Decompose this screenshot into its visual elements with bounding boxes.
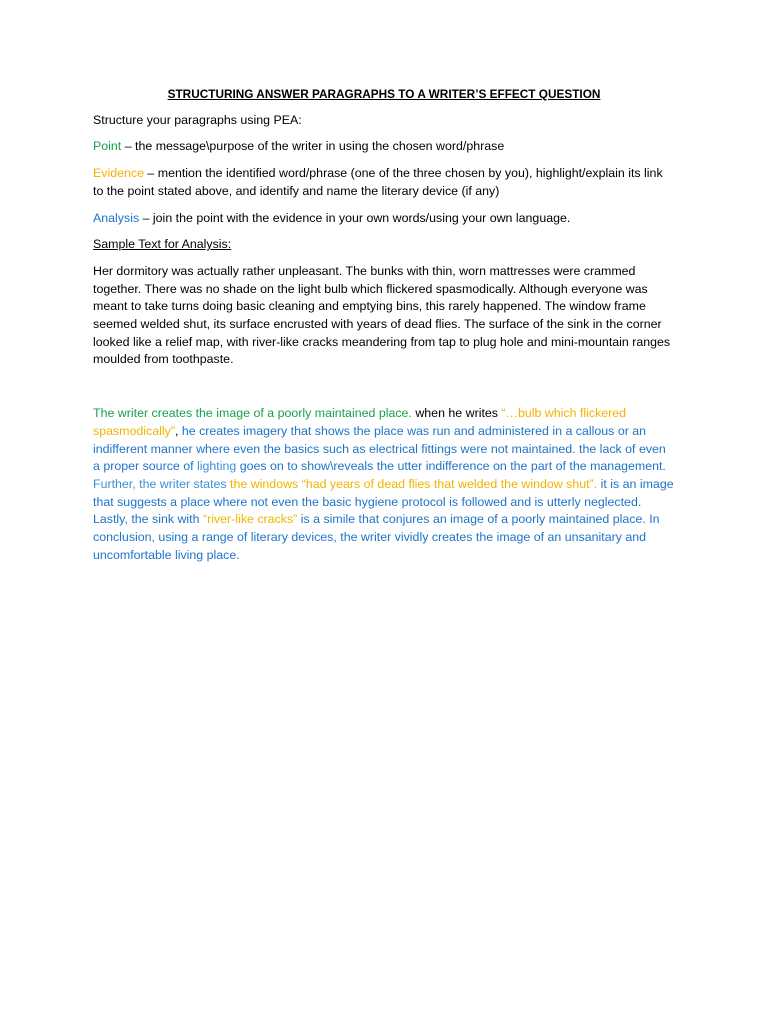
evidence-text: – mention the identified word/phrase (one of the three chosen by you), highlight/explain its link to the point stated above, and identify and name the literary device (if any) [93,166,663,198]
answer-evidence-quote-3: “river-like cracks” [202,512,298,527]
model-answer-paragraph [93,405,675,564]
analysis-text: – join the point with the evidence in your own words/using your own language. [139,210,571,225]
answer-point: The writer creates the image of a poorly maintained place. [93,406,412,421]
point-definition [93,138,675,156]
answer-analysis-1: he creates imagery that shows the place was run and administered in a callous or an indifferent manner where even the basics such as electrical fittings were not maintained. the lack of even a proper source of [93,423,666,474]
answer-conclusion: is a simile that conjures an image of a poorly maintained place. In conclusion, using a range of literary devices, the writer vividly creates the image of an unsanitary and uncomfortable living place. [93,512,660,562]
answer-connector: when he writes [411,406,502,421]
document-title: STRUCTURING ANSWER PARAGRAPHS TO A WRITER’S EFFECT QUESTION [167,87,601,101]
answer-evidence-quote-2: the windows “had years of dead flies that welded the window shut”. [230,476,598,491]
intro-line: Structure your paragraphs using PEA: [93,112,302,127]
answer-comma: , [174,423,179,438]
sample-heading: Sample Text for Analysis: [93,237,232,252]
spacer [93,378,675,405]
answer-further: Further, the writer states [93,476,231,491]
answer-lighting-word: lighting [197,459,237,474]
answer-analysis-3: it is an image that suggests a place where not even the basic hygiene protocol is followed and is utterly neglected. Lastly, the sink with [93,476,674,527]
answer-analysis-2: goes on to show\reveals the utter indifference on the part of the management. [236,459,666,474]
answer-evidence-quote-1: “…bulb which flickered spasmodically” [93,406,627,438]
point-text: – the message\purpose of the writer in using the chosen word/phrase [121,139,505,154]
evidence-label: Evidence [93,166,144,181]
analysis-definition [93,210,675,228]
point-label: Point [93,139,122,154]
evidence-definition [93,165,675,200]
analysis-label: Analysis [93,210,140,225]
sample-text: Her dormitory was actually rather unpleasant. The bunks with thin, worn mattresses were crammed together. There was no shade on the light bulb which flickered spasmodically. Although everyone was meant to take turns doing basic cleaning and emptying bins, this rarely happened. The window frame seemed welded shut, its surface encrusted with years of dead flies. The surface of the sink in the corner looked like a relief map, with river-like cracks meandering from tap to plug hole and mini-mountain ranges moulded from toothpaste. [93,263,671,367]
document-page [93,86,675,573]
